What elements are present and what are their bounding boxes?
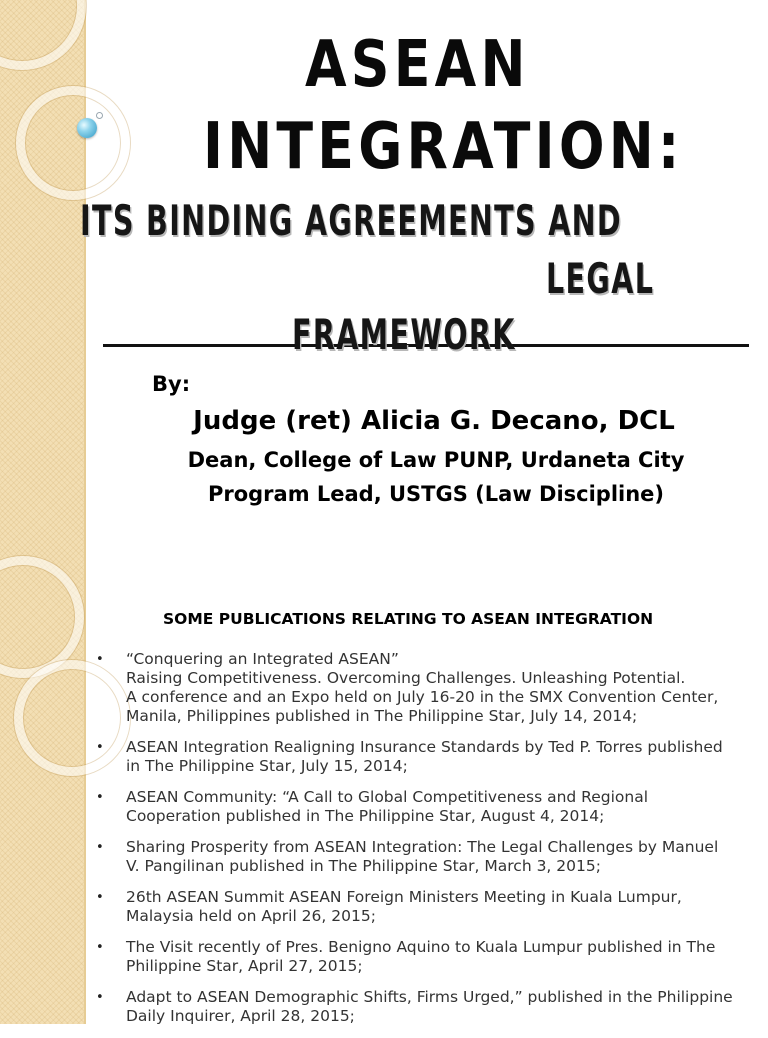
list-item [96, 938, 736, 976]
decorative-side-band [0, 0, 86, 1024]
publication-text: “Conquering an Integrated ASEAN” Raising Competitiveness. Overcoming Challenges. Unleashing Potential. A conference and an Expo held on July 16-20 in the SMX Convention Center, Manila, Philippines published in The Philippine Star, July 14, 2014; [126, 650, 719, 725]
publication-text: Sharing Prosperity from ASEAN Integration: The Legal Challenges by Manuel V. Pangilinan published in The Philippine Star, March 3, 2015; [126, 838, 719, 875]
author-role-program-lead: Program Lead, USTGS (Law Discipline) [207, 482, 665, 506]
bullet-icon: • [96, 940, 104, 955]
author-name: Judge (ret) Alicia G. Decano, DCL [193, 406, 675, 436]
publication-text: The Visit recently of Pres. Benigno Aquino to Kuala Lumpur published in The Philippine Star, April 27, 2015; [126, 938, 716, 975]
list-item [96, 838, 736, 876]
list-item [96, 988, 736, 1026]
publication-text: 26th ASEAN Summit ASEAN Foreign Ministers Meeting in Kuala Lumpur, Malaysia held on April 26, 2015; [126, 888, 682, 925]
bullet-icon: • [96, 890, 104, 905]
bullet-icon: • [96, 840, 104, 855]
ring-mark-icon [96, 112, 103, 119]
publications-heading: SOME PUBLICATIONS RELATING TO ASEAN INTEGRATION [163, 610, 654, 628]
by-label: By: [152, 372, 191, 396]
bullet-icon: • [96, 740, 104, 755]
bullet-icon: • [96, 790, 104, 805]
title-line-2: INTEGRATION: [203, 110, 684, 184]
list-item [96, 738, 736, 776]
subtitle-line-1: ITS BINDING AGREEMENTS AND [80, 196, 623, 245]
bead-ornament-icon [77, 118, 97, 138]
list-item [96, 788, 736, 826]
publications-list [96, 650, 736, 1038]
author-role-dean: Dean, College of Law PUNP, Urdaneta City [187, 448, 685, 472]
publication-text: Adapt to ASEAN Demographic Shifts, Firms Urged,” published in the Philippine Daily Inquirer, April 28, 2015; [126, 988, 733, 1025]
decorative-ring [0, 0, 86, 70]
bullet-icon: • [96, 990, 104, 1005]
subtitle-line-3: FRAMEWORK [292, 310, 516, 359]
list-item [96, 650, 736, 726]
title-line-1: ASEAN [305, 28, 530, 102]
list-item [96, 888, 736, 926]
bullet-icon: • [96, 652, 104, 667]
subtitle-line-2: LEGAL [546, 254, 655, 303]
publication-text: ASEAN Community: “A Call to Global Competitiveness and Regional Cooperation published in The Philippine Star, August 4, 2014; [126, 788, 649, 825]
publication-text: ASEAN Integration Realigning Insurance Standards by Ted P. Torres published in The Philippine Star, July 15, 2014; [126, 738, 723, 775]
decorative-ring [16, 86, 130, 200]
